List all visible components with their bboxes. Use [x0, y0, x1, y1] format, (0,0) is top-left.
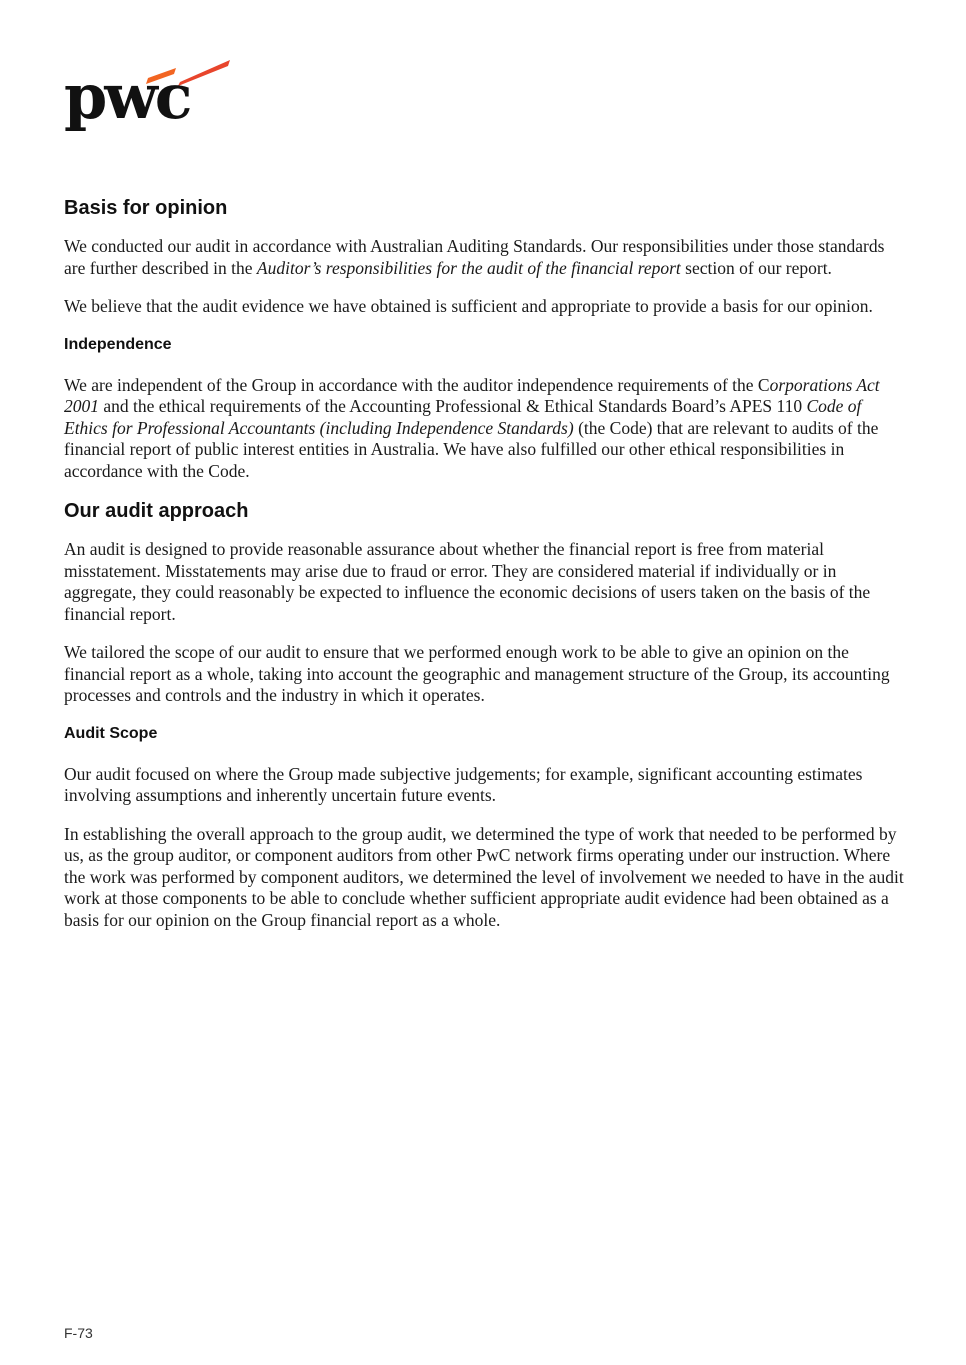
page-number: F-73: [64, 1325, 93, 1341]
pwc-logo: [64, 56, 234, 142]
heading-our-audit-approach: Our audit approach: [64, 500, 249, 522]
paragraph-approach-1: An audit is designed to provide reasonable assurance about whether the financial report is free from material misstatement. Misstatements may arise due to fraud or error. They are considered material if individually or in aggregate, they could reasonably be expected to influence the economic decisions of users taken on the basis of the financial report.: [64, 539, 871, 624]
heading-basis-for-opinion: Basis for opinion: [64, 197, 228, 219]
paragraph-approach-2: We tailored the scope of our audit to ensure that we performed enough work to be able to give an opinion on the financial report as a whole, taking into account the geographic and management structure of the Group, its accounting processes and controls and the industry in which it operates.: [64, 642, 890, 705]
paragraph-scope-1: Our audit focused on where the Group made subjective judgements; for example, significant accounting estimates involving assumptions and inherently uncertain future events.: [64, 763, 863, 805]
paragraph-basis-1: We conducted our audit in accordance with Australian Auditing Standards. Our responsibilities under those standards are further described in the Auditor’s responsibilities for the audit of the financial report section of our report.: [64, 236, 885, 278]
document-body: [64, 196, 904, 948]
logo-wordmark: pwc: [64, 60, 190, 133]
paragraph-scope-2: In establishing the overall approach to the group audit, we determined the type of work that needed to be performed by us, as the group auditor, or component auditors from other PwC network firms operating under our instruction. Where the work was performed by component auditors, we determined the level of involvement we needed to have in the audit work at those components to be able to conclude whether sufficient appropriate audit evidence had been obtained as a basis for our opinion on the Group financial report as a whole.: [64, 823, 904, 930]
paragraph-basis-2: We believe that the audit evidence we have obtained is sufficient and appropriate to provide a basis for our opinion.: [64, 296, 873, 316]
heading-independence: Independence: [64, 335, 172, 353]
paragraph-independence: We are independent of the Group in accordance with the auditor independence requirements of the Corporations Act 2001 and the ethical requirements of the Accounting Professional & Ethical Standards Board’s APES 110 Code of Ethics for Professional Accountants (including Independence Standards) (the Code) that are relevant to audits of the financial report of public interest entities in Australia. We have also fulfilled our other ethical responsibilities in accordance with the Code.: [64, 374, 880, 481]
heading-audit-scope: Audit Scope: [64, 724, 158, 742]
